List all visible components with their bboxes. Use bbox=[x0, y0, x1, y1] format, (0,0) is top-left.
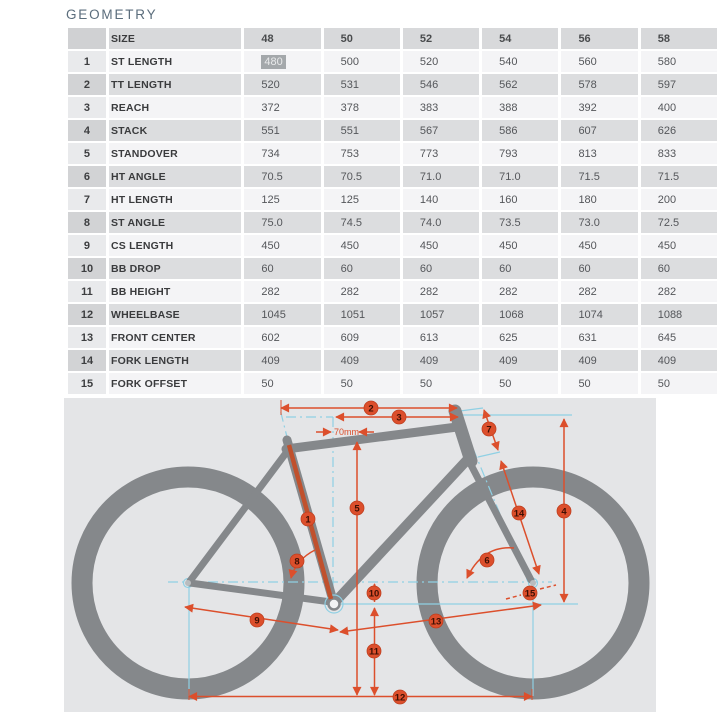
value-cell: 60 bbox=[324, 258, 400, 279]
dim-marker-12 bbox=[393, 690, 407, 704]
table-row bbox=[68, 51, 717, 72]
value-cell: 409 bbox=[403, 350, 479, 371]
row-label-cell: ST ANGLE bbox=[109, 212, 241, 233]
value-cell: 125 bbox=[244, 189, 320, 210]
dim-marker-8 bbox=[290, 554, 304, 568]
table-header-row bbox=[68, 28, 717, 49]
value-cell: 450 bbox=[561, 235, 637, 256]
svg-text:11: 11 bbox=[368, 646, 380, 658]
row-number-cell: 11 bbox=[68, 281, 106, 302]
value-cell: 602 bbox=[244, 327, 320, 348]
row-number-cell: 13 bbox=[68, 327, 106, 348]
value-cell: 773 bbox=[403, 143, 479, 164]
row-number-cell: 15 bbox=[68, 373, 106, 394]
value-cell: 625 bbox=[482, 327, 558, 348]
value-cell: 282 bbox=[324, 281, 400, 302]
value-cell: 597 bbox=[641, 74, 717, 95]
setback-annotation: 70mm bbox=[334, 427, 360, 437]
value-cell: 1057 bbox=[403, 304, 479, 325]
row-number-cell: 8 bbox=[68, 212, 106, 233]
dim-marker-2 bbox=[364, 401, 378, 415]
header-size-value: 54 bbox=[482, 28, 558, 49]
value-cell: 1088 bbox=[641, 304, 717, 325]
value-cell: 180 bbox=[561, 189, 637, 210]
value-cell: 580 bbox=[641, 51, 717, 72]
table-row bbox=[68, 166, 717, 187]
value-cell: 50 bbox=[403, 373, 479, 394]
table-row bbox=[68, 74, 717, 95]
table-row bbox=[68, 304, 717, 325]
value-cell: 450 bbox=[403, 235, 479, 256]
row-label-cell: ST LENGTH bbox=[109, 51, 241, 72]
value-cell: 450 bbox=[324, 235, 400, 256]
value-cell: 833 bbox=[641, 143, 717, 164]
value-cell: 282 bbox=[403, 281, 479, 302]
value-cell: 626 bbox=[641, 120, 717, 141]
svg-text:9: 9 bbox=[254, 615, 260, 627]
value-cell: 70.5 bbox=[244, 166, 320, 187]
value-cell: 1068 bbox=[482, 304, 558, 325]
table-row bbox=[68, 143, 717, 164]
svg-text:15: 15 bbox=[524, 588, 536, 600]
dim-marker-11 bbox=[367, 644, 381, 658]
dim-marker-10 bbox=[367, 586, 381, 600]
value-cell: 70.5 bbox=[324, 166, 400, 187]
dim-marker-15 bbox=[523, 586, 537, 600]
value-cell: 551 bbox=[324, 120, 400, 141]
value-cell: 60 bbox=[244, 258, 320, 279]
dim-marker-7 bbox=[482, 422, 496, 436]
value-cell: 500 bbox=[324, 51, 400, 72]
row-number-cell: 7 bbox=[68, 189, 106, 210]
value-cell: 71.5 bbox=[641, 166, 717, 187]
value-cell: 73.0 bbox=[561, 212, 637, 233]
row-label-cell: BB DROP bbox=[109, 258, 241, 279]
value-cell bbox=[244, 51, 320, 72]
row-label-cell: STANDOVER bbox=[109, 143, 241, 164]
value-cell: 613 bbox=[403, 327, 479, 348]
table-row bbox=[68, 350, 717, 371]
geometry-diagram bbox=[64, 398, 656, 714]
svg-text:7: 7 bbox=[486, 424, 492, 436]
svg-text:13: 13 bbox=[430, 616, 442, 628]
svg-text:8: 8 bbox=[294, 556, 300, 568]
header-size-value: 56 bbox=[561, 28, 637, 49]
value-cell: 520 bbox=[403, 51, 479, 72]
value-cell: 50 bbox=[641, 373, 717, 394]
svg-text:12: 12 bbox=[394, 692, 406, 704]
value-cell: 383 bbox=[403, 97, 479, 118]
value-cell: 409 bbox=[641, 350, 717, 371]
value-cell: 282 bbox=[641, 281, 717, 302]
header-size-value: 50 bbox=[324, 28, 400, 49]
value-cell: 74.0 bbox=[403, 212, 479, 233]
value-cell: 645 bbox=[641, 327, 717, 348]
row-label-cell: FRONT CENTER bbox=[109, 327, 241, 348]
value-cell: 609 bbox=[324, 327, 400, 348]
svg-text:3: 3 bbox=[396, 412, 402, 424]
value-cell: 409 bbox=[482, 350, 558, 371]
row-label-cell: FORK LENGTH bbox=[109, 350, 241, 371]
page-title: GEOMETRY bbox=[66, 7, 158, 22]
svg-text:4: 4 bbox=[561, 506, 567, 518]
table-row bbox=[68, 189, 717, 210]
value-cell: 520 bbox=[244, 74, 320, 95]
dim-marker-5 bbox=[350, 501, 364, 515]
value-cell: 793 bbox=[482, 143, 558, 164]
value-cell: 813 bbox=[561, 143, 637, 164]
row-label-cell: STACK bbox=[109, 120, 241, 141]
bottom-bracket bbox=[329, 599, 340, 610]
value-cell: 71.5 bbox=[561, 166, 637, 187]
rear-hub bbox=[185, 580, 191, 586]
value-cell: 531 bbox=[324, 74, 400, 95]
table-row bbox=[68, 258, 717, 279]
row-number-cell: 12 bbox=[68, 304, 106, 325]
row-number-cell: 5 bbox=[68, 143, 106, 164]
row-label-cell: BB HEIGHT bbox=[109, 281, 241, 302]
header-size-value: 58 bbox=[641, 28, 717, 49]
value-cell: 450 bbox=[482, 235, 558, 256]
value-cell: 734 bbox=[244, 143, 320, 164]
value-cell: 1045 bbox=[244, 304, 320, 325]
value-cell: 586 bbox=[482, 120, 558, 141]
value-cell: 50 bbox=[324, 373, 400, 394]
value-cell: 60 bbox=[403, 258, 479, 279]
svg-text:5: 5 bbox=[354, 503, 360, 515]
value-cell: 160 bbox=[482, 189, 558, 210]
table-row bbox=[68, 373, 717, 394]
value-cell: 540 bbox=[482, 51, 558, 72]
value-cell: 578 bbox=[561, 74, 637, 95]
value-cell: 372 bbox=[244, 97, 320, 118]
front-hub bbox=[530, 580, 536, 586]
value-cell: 392 bbox=[561, 97, 637, 118]
row-label-cell: CS LENGTH bbox=[109, 235, 241, 256]
row-label-cell: REACH bbox=[109, 97, 241, 118]
header-size-label: SIZE bbox=[109, 28, 241, 49]
value-cell: 50 bbox=[561, 373, 637, 394]
dim-marker-3 bbox=[392, 410, 406, 424]
dim-marker-6 bbox=[480, 553, 494, 567]
table-row bbox=[68, 327, 717, 348]
value-cell: 75.0 bbox=[244, 212, 320, 233]
svg-text:6: 6 bbox=[484, 555, 490, 567]
value-cell: 753 bbox=[324, 143, 400, 164]
row-number-cell: 3 bbox=[68, 97, 106, 118]
value-cell: 409 bbox=[244, 350, 320, 371]
value-cell: 567 bbox=[403, 120, 479, 141]
value-cell: 1051 bbox=[324, 304, 400, 325]
row-number-cell: 10 bbox=[68, 258, 106, 279]
row-number-cell: 9 bbox=[68, 235, 106, 256]
row-label-cell: TT LENGTH bbox=[109, 74, 241, 95]
value-cell: 551 bbox=[244, 120, 320, 141]
value-cell: 450 bbox=[641, 235, 717, 256]
svg-text:10: 10 bbox=[368, 588, 380, 600]
selected-value: 480 bbox=[261, 55, 285, 69]
value-cell: 409 bbox=[561, 350, 637, 371]
table-row bbox=[68, 120, 717, 141]
value-cell: 60 bbox=[482, 258, 558, 279]
value-cell: 282 bbox=[561, 281, 637, 302]
value-cell: 200 bbox=[641, 189, 717, 210]
value-cell: 378 bbox=[324, 97, 400, 118]
value-cell: 71.0 bbox=[482, 166, 558, 187]
table-row bbox=[68, 97, 717, 118]
row-label-cell: FORK OFFSET bbox=[109, 373, 241, 394]
value-cell: 60 bbox=[641, 258, 717, 279]
value-cell: 282 bbox=[244, 281, 320, 302]
table-row bbox=[68, 235, 717, 256]
value-cell: 560 bbox=[561, 51, 637, 72]
svg-text:1: 1 bbox=[305, 514, 311, 526]
value-cell: 409 bbox=[324, 350, 400, 371]
row-label-cell: WHEELBASE bbox=[109, 304, 241, 325]
table-row bbox=[68, 212, 717, 233]
dim-marker-14 bbox=[512, 506, 526, 520]
header-number-cell bbox=[68, 28, 106, 49]
value-cell: 562 bbox=[482, 74, 558, 95]
value-cell: 60 bbox=[561, 258, 637, 279]
value-cell: 607 bbox=[561, 120, 637, 141]
value-cell: 546 bbox=[403, 74, 479, 95]
value-cell: 400 bbox=[641, 97, 717, 118]
value-cell: 140 bbox=[403, 189, 479, 210]
value-cell: 50 bbox=[482, 373, 558, 394]
row-number-cell: 6 bbox=[68, 166, 106, 187]
row-label-cell: HT ANGLE bbox=[109, 166, 241, 187]
geometry-table bbox=[65, 26, 720, 396]
row-number-cell: 4 bbox=[68, 120, 106, 141]
value-cell: 74.5 bbox=[324, 212, 400, 233]
row-number-cell: 2 bbox=[68, 74, 106, 95]
value-cell: 282 bbox=[482, 281, 558, 302]
value-cell: 388 bbox=[482, 97, 558, 118]
value-cell: 71.0 bbox=[403, 166, 479, 187]
svg-text:2: 2 bbox=[368, 403, 374, 415]
row-number-cell: 14 bbox=[68, 350, 106, 371]
value-cell: 450 bbox=[244, 235, 320, 256]
dim-marker-13 bbox=[429, 614, 443, 628]
value-cell: 631 bbox=[561, 327, 637, 348]
diagram-background bbox=[64, 398, 656, 712]
table-row bbox=[68, 281, 717, 302]
value-cell: 50 bbox=[244, 373, 320, 394]
header-size-value: 52 bbox=[403, 28, 479, 49]
svg-text:14: 14 bbox=[513, 508, 525, 520]
value-cell: 73.5 bbox=[482, 212, 558, 233]
value-cell: 72.5 bbox=[641, 212, 717, 233]
dim-marker-4 bbox=[557, 504, 571, 518]
value-cell: 1074 bbox=[561, 304, 637, 325]
header-size-value: 48 bbox=[244, 28, 320, 49]
dim-marker-9 bbox=[250, 613, 264, 627]
row-number-cell: 1 bbox=[68, 51, 106, 72]
value-cell: 125 bbox=[324, 189, 400, 210]
row-label-cell: HT LENGTH bbox=[109, 189, 241, 210]
dim-marker-1 bbox=[301, 512, 315, 526]
